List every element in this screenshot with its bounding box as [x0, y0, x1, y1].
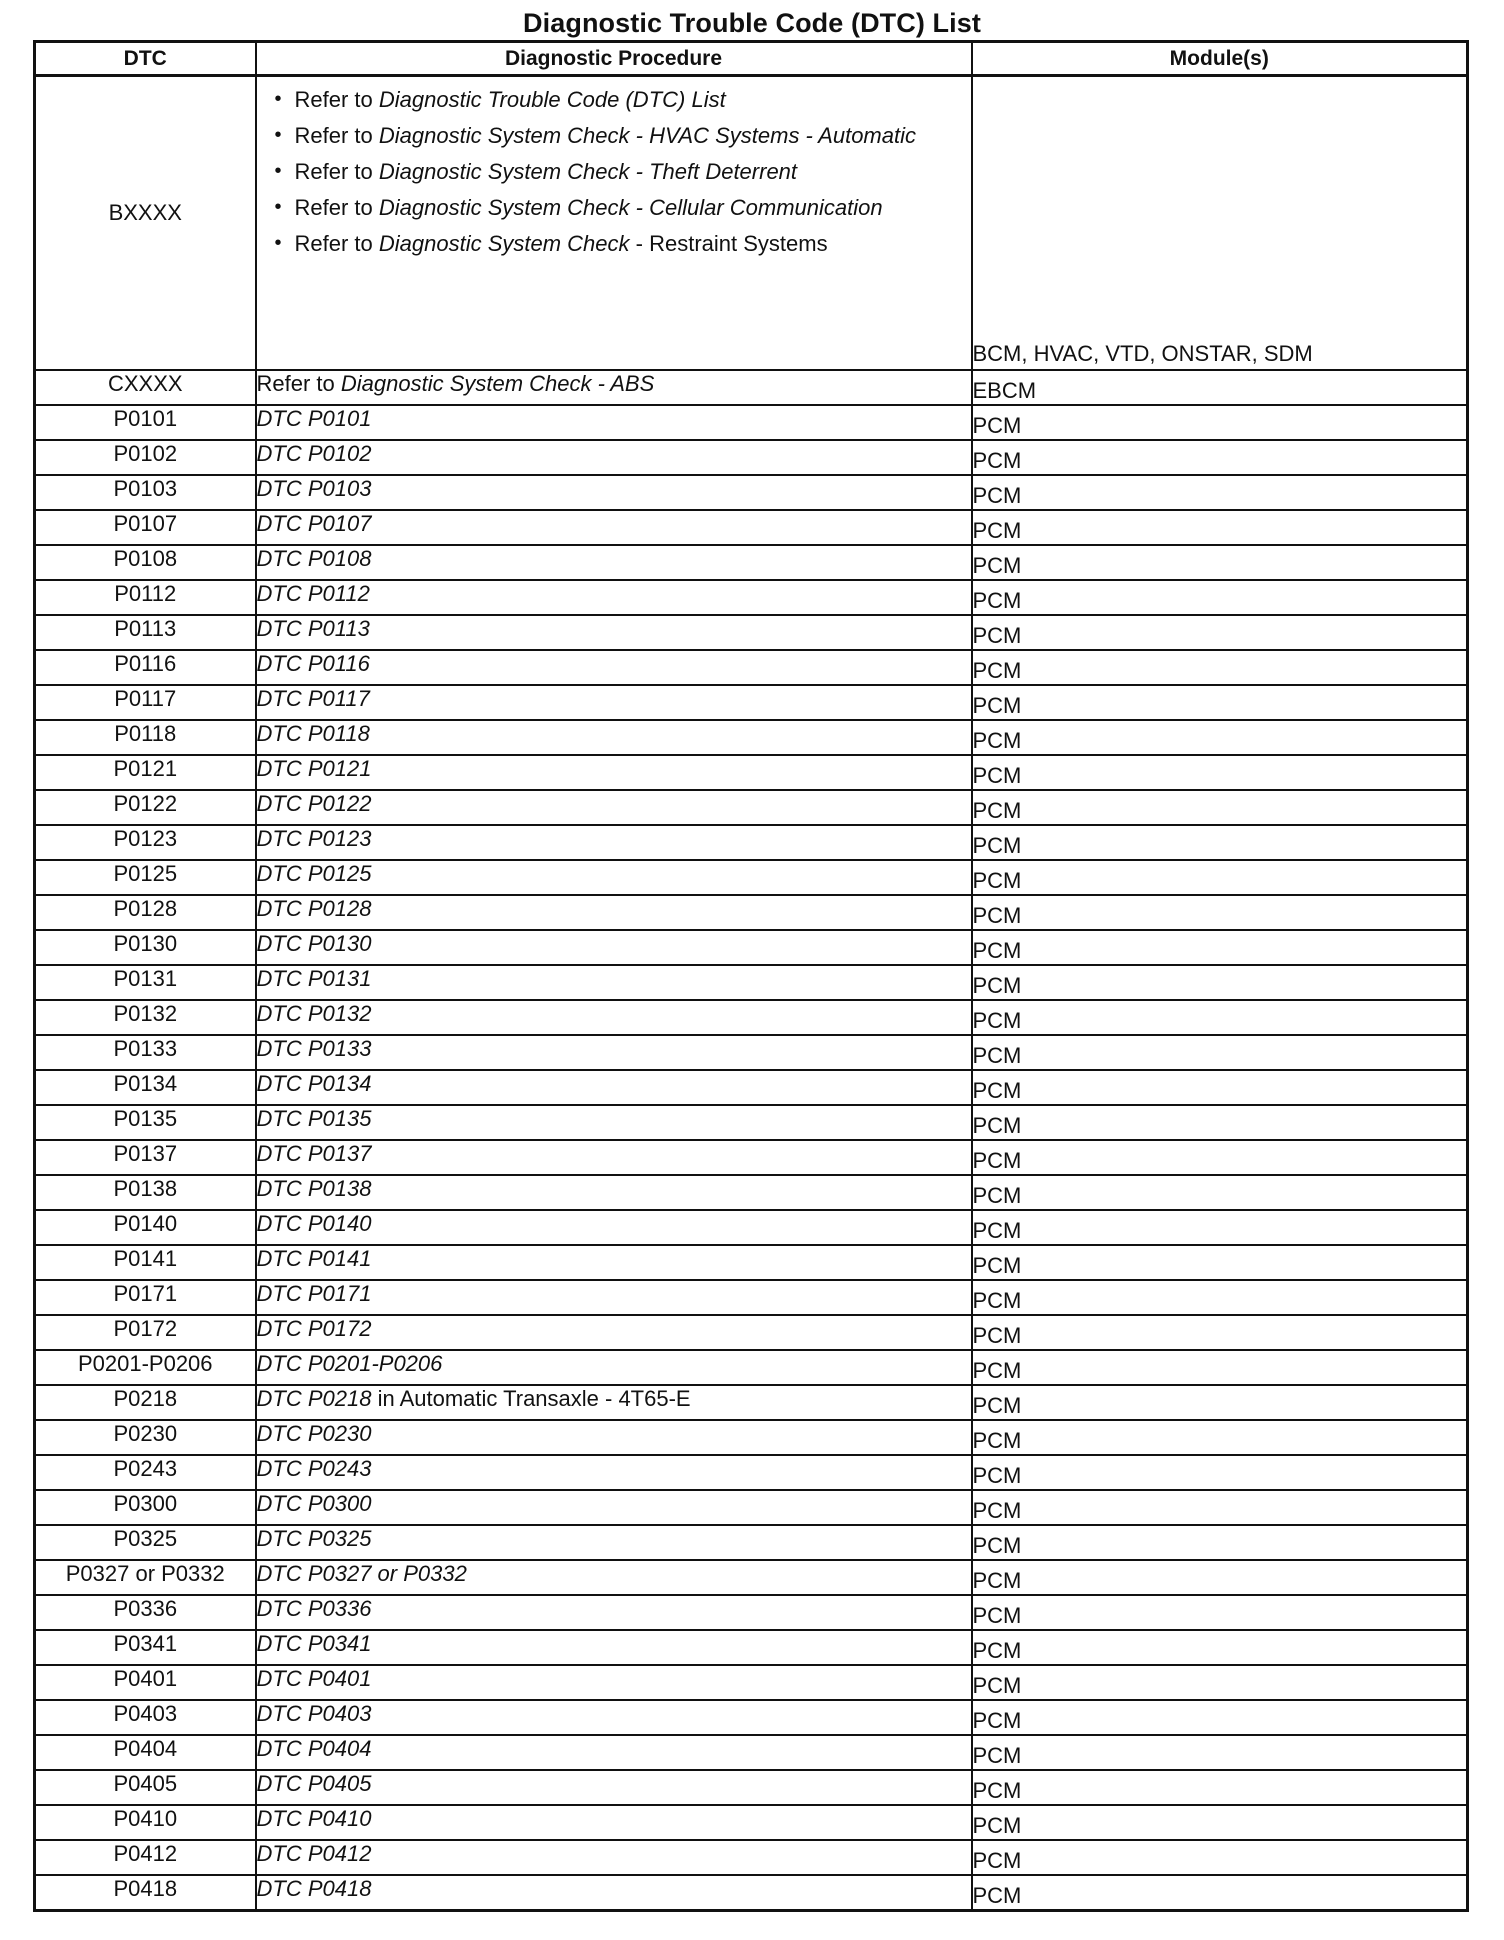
procedure-reference-link[interactable]: DTC P0123 [256, 826, 372, 851]
table-row [35, 720, 1468, 755]
dtc-cell: P0108 [35, 545, 256, 580]
table-row [35, 1000, 1468, 1035]
procedure-reference-link[interactable]: DTC P0300 [256, 1491, 372, 1516]
module-cell: PCM [972, 965, 1468, 1000]
procedure-cell [256, 475, 972, 510]
procedure-cell [256, 370, 972, 405]
dtc-cell: P0121 [35, 755, 256, 790]
procedure-cell [256, 720, 972, 755]
module-cell: PCM [972, 1700, 1468, 1735]
module-cell: PCM [972, 1630, 1468, 1665]
table-row [35, 580, 1468, 615]
procedure-reference-link[interactable]: Diagnostic System Check - ABS [340, 371, 655, 396]
module-cell: PCM [972, 720, 1468, 755]
table-row [35, 825, 1468, 860]
table-row [35, 405, 1468, 440]
procedure-cell [256, 965, 972, 1000]
module-cell: PCM [972, 755, 1468, 790]
module-cell: EBCM [972, 370, 1468, 405]
procedure-cell [256, 76, 972, 371]
module-cell: PCM [972, 475, 1468, 510]
procedure-cell [256, 1175, 972, 1210]
procedure-cell [256, 1315, 972, 1350]
procedure-cell [256, 755, 972, 790]
procedure-reference-link[interactable]: DTC P0116 [256, 651, 370, 676]
procedure-bullet-item [274, 123, 971, 148]
table-row [35, 755, 1468, 790]
procedure-reference-link[interactable]: Diagnostic System Check [378, 231, 630, 256]
module-cell: PCM [972, 440, 1468, 475]
procedure-reference-link[interactable]: DTC P0172 [256, 1316, 372, 1341]
procedure-cell [256, 860, 972, 895]
module-cell: PCM [972, 1280, 1468, 1315]
procedure-reference-link[interactable]: DTC P0243 [256, 1456, 372, 1481]
module-cell: PCM [972, 615, 1468, 650]
procedure-reference-link[interactable]: DTC P0418 [256, 1876, 372, 1901]
procedure-reference-link[interactable]: DTC P0121 [256, 756, 372, 781]
table-row [35, 1455, 1468, 1490]
procedure-reference-link[interactable]: DTC P0401 [256, 1666, 372, 1691]
module-cell: PCM [972, 1490, 1468, 1525]
dtc-cell: P0118 [35, 720, 256, 755]
table-row [35, 1070, 1468, 1105]
procedure-cell [256, 1350, 972, 1385]
procedure-cell [256, 790, 972, 825]
procedure-reference-link[interactable]: DTC P0107 [256, 511, 372, 536]
module-cell: PCM [972, 1875, 1468, 1911]
dtc-cell: P0117 [35, 685, 256, 720]
procedure-reference-link[interactable]: DTC P0325 [256, 1526, 372, 1551]
module-cell: PCM [972, 1210, 1468, 1245]
dtc-cell: P0137 [35, 1140, 256, 1175]
table-row [35, 1175, 1468, 1210]
dtc-cell: P0123 [35, 825, 256, 860]
procedure-reference-link[interactable]: DTC P0137 [256, 1141, 372, 1166]
table-row [35, 1490, 1468, 1525]
procedure-reference-link[interactable]: Diagnostic System Check - Cellular Communication [378, 195, 883, 220]
table-row-bxxxx [35, 76, 1468, 371]
dtc-cell: P0131 [35, 965, 256, 1000]
procedure-reference-link[interactable]: DTC P0410 [256, 1806, 372, 1831]
procedure-cell [256, 1140, 972, 1175]
module-cell: PCM [972, 1560, 1468, 1595]
procedure-reference-link[interactable]: Diagnostic System Check - Theft Deterrent [378, 159, 798, 184]
module-cell: PCM [972, 1245, 1468, 1280]
procedure-text: Refer to [256, 371, 341, 396]
module-cell: PCM [972, 650, 1468, 685]
module-cell: PCM [972, 1000, 1468, 1035]
dtc-cell: P0107 [35, 510, 256, 545]
procedure-cell [256, 650, 972, 685]
dtc-table [33, 40, 1469, 1912]
dtc-cell: P0112 [35, 580, 256, 615]
procedure-reference-link[interactable]: DTC P0125 [256, 861, 372, 886]
table-row [35, 1525, 1468, 1560]
procedure-text: Refer to [294, 87, 379, 112]
procedure-reference-link[interactable]: DTC P0103 [256, 476, 372, 501]
table-row [35, 1840, 1468, 1875]
dtc-cell: P0403 [35, 1700, 256, 1735]
dtc-cell: P0134 [35, 1070, 256, 1105]
procedure-bullet-item [274, 159, 971, 184]
module-cell: PCM [972, 1035, 1468, 1070]
module-cell: PCM [972, 1525, 1468, 1560]
table-row [35, 860, 1468, 895]
module-cell: PCM [972, 1420, 1468, 1455]
table-row [35, 475, 1468, 510]
procedure-cell [256, 615, 972, 650]
procedure-cell [256, 1455, 972, 1490]
dtc-cell: P0132 [35, 1000, 256, 1035]
module-cell: PCM [972, 545, 1468, 580]
dtc-cell: P0140 [35, 1210, 256, 1245]
procedure-reference-link[interactable]: DTC P0230 [256, 1421, 372, 1446]
procedure-reference-link[interactable]: DTC P0140 [256, 1211, 372, 1236]
procedure-reference-link[interactable]: Diagnostic System Check - HVAC Systems - Automatic [378, 123, 916, 148]
procedure-text: Refer to [294, 195, 379, 220]
dtc-cell: P0404 [35, 1735, 256, 1770]
procedure-cell [256, 1700, 972, 1735]
bullet-icon: • [274, 124, 282, 146]
procedure-cell [256, 1770, 972, 1805]
table-row [35, 1595, 1468, 1630]
procedure-reference-link[interactable]: DTC P0141 [256, 1246, 372, 1271]
procedure-reference-link[interactable]: DTC P0113 [256, 616, 370, 641]
procedure-reference-link[interactable]: DTC P0134 [256, 1071, 372, 1096]
table-header-row [35, 42, 1468, 76]
column-header-modules: Module(s) [972, 42, 1468, 76]
procedure-reference-link[interactable]: DTC P0412 [256, 1841, 372, 1866]
procedure-cell [256, 545, 972, 580]
module-cell: PCM [972, 860, 1468, 895]
table-row [35, 1420, 1468, 1455]
procedure-reference-link[interactable]: DTC P0135 [256, 1106, 372, 1131]
dtc-cell: P0113 [35, 615, 256, 650]
procedure-cell [256, 1000, 972, 1035]
dtc-cell: P0405 [35, 1770, 256, 1805]
dtc-cell: P0201-P0206 [35, 1350, 256, 1385]
procedure-text-suffix: in Automatic Transaxle - 4T65-E [371, 1386, 691, 1411]
table-row [35, 440, 1468, 475]
table-row [35, 1140, 1468, 1175]
module-cell: PCM [972, 1840, 1468, 1875]
procedure-text: Refer to [294, 159, 379, 184]
dtc-cell: P0141 [35, 1245, 256, 1280]
procedure-cell [256, 1630, 972, 1665]
module-cell: PCM [972, 1350, 1468, 1385]
procedure-cell [256, 510, 972, 545]
dtc-cell: P0172 [35, 1315, 256, 1350]
table-row [35, 1875, 1468, 1911]
dtc-cell: P0243 [35, 1455, 256, 1490]
bullet-icon: • [274, 160, 282, 182]
procedure-text: Refer to [294, 231, 379, 256]
procedure-cell [256, 1490, 972, 1525]
table-row [35, 545, 1468, 580]
procedure-reference-link[interactable]: DTC P0327 or P0332 [256, 1561, 467, 1586]
table-row [35, 1385, 1468, 1420]
procedure-reference-link[interactable]: DTC P0112 [256, 581, 370, 606]
module-cell: PCM [972, 1805, 1468, 1840]
procedure-cell [256, 895, 972, 930]
procedure-text-suffix: - Restraint Systems [629, 231, 828, 256]
table-row [35, 615, 1468, 650]
table-row [35, 895, 1468, 930]
procedure-reference-link[interactable]: DTC P0122 [256, 791, 372, 816]
module-cell: PCM [972, 825, 1468, 860]
procedure-cell [256, 1245, 972, 1280]
procedure-cell [256, 1560, 972, 1595]
procedure-cell [256, 825, 972, 860]
procedure-text: Refer to [294, 123, 379, 148]
procedure-reference-link[interactable]: DTC P0341 [256, 1631, 372, 1656]
procedure-bullet-list [257, 77, 971, 256]
procedure-cell [256, 685, 972, 720]
module-cell: PCM [972, 1665, 1468, 1700]
module-cell: PCM [972, 790, 1468, 825]
dtc-cell: P0116 [35, 650, 256, 685]
dtc-cell: P0412 [35, 1840, 256, 1875]
procedure-reference-link[interactable]: Diagnostic Trouble Code (DTC) List [378, 87, 726, 112]
dtc-cell: P0135 [35, 1105, 256, 1140]
module-cell: BCM, HVAC, VTD, ONSTAR, SDM [972, 76, 1468, 371]
module-cell: PCM [972, 1385, 1468, 1420]
table-row [35, 1105, 1468, 1140]
module-cell: PCM [972, 1770, 1468, 1805]
procedure-cell [256, 405, 972, 440]
dtc-cell: P0102 [35, 440, 256, 475]
dtc-cell: P0125 [35, 860, 256, 895]
procedure-bullet-item [274, 231, 971, 256]
procedure-bullet-item [274, 87, 971, 112]
procedure-cell [256, 1035, 972, 1070]
dtc-cell: P0341 [35, 1630, 256, 1665]
procedure-cell [256, 1840, 972, 1875]
procedure-reference-link[interactable]: DTC P0108 [256, 546, 372, 571]
table-row [35, 1350, 1468, 1385]
table-row [35, 930, 1468, 965]
module-cell: PCM [972, 1455, 1468, 1490]
table-row [35, 1560, 1468, 1595]
table-row [35, 650, 1468, 685]
procedure-reference-link[interactable]: DTC P0102 [256, 441, 372, 466]
module-cell: PCM [972, 685, 1468, 720]
table-row [35, 1035, 1468, 1070]
table-row [35, 1280, 1468, 1315]
procedure-cell [256, 1665, 972, 1700]
table-row [35, 685, 1468, 720]
procedure-cell [256, 1280, 972, 1315]
dtc-cell: BXXXX [35, 76, 256, 371]
procedure-reference-link[interactable]: DTC P0133 [256, 1036, 372, 1061]
procedure-cell [256, 1105, 972, 1140]
procedure-cell [256, 1525, 972, 1560]
table-row [35, 510, 1468, 545]
module-cell: PCM [972, 405, 1468, 440]
module-cell: PCM [972, 930, 1468, 965]
procedure-cell [256, 930, 972, 965]
procedure-cell [256, 580, 972, 615]
module-cell: PCM [972, 1595, 1468, 1630]
table-row [35, 790, 1468, 825]
table-row [35, 1315, 1468, 1350]
procedure-cell [256, 1385, 972, 1420]
module-cell: PCM [972, 1175, 1468, 1210]
column-header-procedure: Diagnostic Procedure [256, 42, 972, 76]
table-row [35, 1735, 1468, 1770]
table-row [35, 965, 1468, 1000]
dtc-cell: P0138 [35, 1175, 256, 1210]
procedure-reference-link[interactable]: DTC P0171 [256, 1281, 372, 1306]
dtc-cell: P0218 [35, 1385, 256, 1420]
dtc-cell: P0128 [35, 895, 256, 930]
table-row [35, 1700, 1468, 1735]
bullet-icon: • [274, 232, 282, 254]
procedure-cell [256, 1210, 972, 1245]
procedure-reference-link[interactable]: DTC P0101 [256, 406, 372, 431]
page-title: Diagnostic Trouble Code (DTC) List [523, 8, 981, 38]
bullet-icon: • [274, 196, 282, 218]
dtc-cell: P0122 [35, 790, 256, 825]
procedure-cell [256, 1805, 972, 1840]
dtc-cell: P0327 or P0332 [35, 1560, 256, 1595]
module-cell: PCM [972, 580, 1468, 615]
table-row [35, 1770, 1468, 1805]
procedure-reference-link[interactable]: DTC P0130 [256, 931, 372, 956]
dtc-cell: P0325 [35, 1525, 256, 1560]
dtc-cell: P0418 [35, 1875, 256, 1911]
module-cell: PCM [972, 1140, 1468, 1175]
module-cell: PCM [972, 1315, 1468, 1350]
module-cell: PCM [972, 1070, 1468, 1105]
dtc-cell: P0171 [35, 1280, 256, 1315]
table-row [35, 1665, 1468, 1700]
table-row [35, 1805, 1468, 1840]
procedure-reference-link[interactable]: DTC P0405 [256, 1771, 372, 1796]
procedure-cell [256, 1420, 972, 1455]
procedure-reference-link[interactable]: DTC P0132 [256, 1001, 372, 1026]
bullet-icon: • [274, 88, 282, 110]
dtc-cell: P0336 [35, 1595, 256, 1630]
dtc-cell: P0130 [35, 930, 256, 965]
dtc-cell: P0300 [35, 1490, 256, 1525]
procedure-reference-link[interactable]: DTC P0131 [256, 966, 372, 991]
module-cell: PCM [972, 895, 1468, 930]
procedure-reference-link[interactable]: DTC P0218 [256, 1386, 372, 1411]
procedure-reference-link[interactable]: DTC P0403 [256, 1701, 372, 1726]
procedure-reference-link[interactable]: DTC P0201-P0206 [256, 1351, 443, 1376]
procedure-cell [256, 440, 972, 475]
dtc-cell: P0101 [35, 405, 256, 440]
module-cell: PCM [972, 1735, 1468, 1770]
procedure-reference-link[interactable]: DTC P0128 [256, 896, 372, 921]
table-row [35, 1630, 1468, 1665]
procedure-cell [256, 1735, 972, 1770]
procedure-reference-link[interactable]: DTC P0404 [256, 1736, 372, 1761]
dtc-cell: P0410 [35, 1805, 256, 1840]
dtc-cell: P0133 [35, 1035, 256, 1070]
module-cell: PCM [972, 510, 1468, 545]
procedure-reference-link[interactable]: DTC P0118 [256, 721, 370, 746]
module-cell: PCM [972, 1105, 1468, 1140]
procedure-bullet-item [274, 195, 971, 220]
dtc-cell: P0103 [35, 475, 256, 510]
dtc-cell: P0401 [35, 1665, 256, 1700]
procedure-cell [256, 1875, 972, 1911]
procedure-reference-link[interactable]: DTC P0336 [256, 1596, 372, 1621]
procedure-cell [256, 1070, 972, 1105]
table-row [35, 1245, 1468, 1280]
procedure-reference-link[interactable]: DTC P0117 [256, 686, 370, 711]
dtc-cell: P0230 [35, 1420, 256, 1455]
table-row [35, 370, 1468, 405]
table-row [35, 1210, 1468, 1245]
dtc-cell: CXXXX [35, 370, 256, 405]
procedure-cell [256, 1595, 972, 1630]
procedure-reference-link[interactable]: DTC P0138 [256, 1176, 372, 1201]
column-header-dtc: DTC [35, 42, 256, 76]
